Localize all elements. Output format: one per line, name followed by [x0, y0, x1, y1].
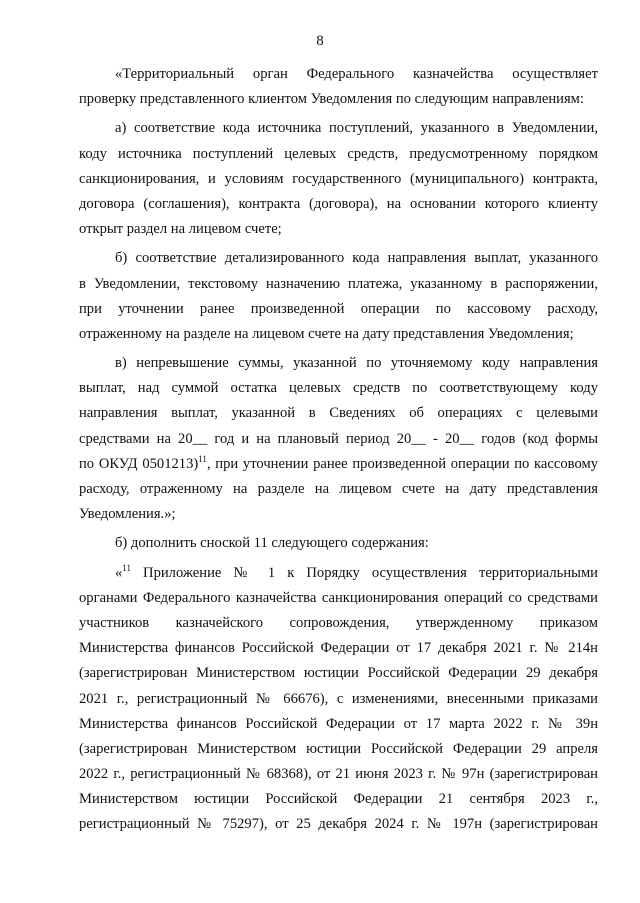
- footnote-reference: 11: [198, 453, 207, 464]
- text-line: договора (соглашения), контракта (договора), на основании которого клиенту: [79, 195, 598, 212]
- paragraph-add-footnote: [79, 531, 598, 556]
- text-line: открыт раздел на лицевом счете;: [79, 221, 282, 238]
- text-line: в Уведомлении, текстовому назначению платежа, указанному в распоряжении,: [79, 275, 598, 292]
- text-fragment: Приложение № 1 к Порядку осуществления территориальными: [130, 564, 598, 581]
- text-line: отраженному на разделе на лицевом счете на дату представления Уведомления;: [79, 325, 574, 342]
- paragraph-intro: [79, 62, 598, 112]
- text-line-footnote-start: [79, 561, 598, 586]
- text-line: регистрационный № 75297), от 25 декабря 2024 г. № 197н (зарегистрирован: [79, 816, 598, 833]
- text-line: расходу, отраженному на разделе на лицевом счете на дату представления: [79, 481, 598, 497]
- text-line: 2021 г., регистрационный № 66676), с изменениями, внесенными приказами: [79, 690, 598, 707]
- paragraph-a: [79, 116, 598, 242]
- text-line: участников казначейского сопровождения, утвержденному приказом: [79, 614, 598, 631]
- text-line: коду источника поступлений целевых средств, предусмотренному порядком: [79, 145, 598, 162]
- footnote-text: [79, 561, 598, 838]
- text-line: Министерства финансов Российской Федерации от 17 декабря 2021 г. № 214н: [79, 640, 598, 657]
- text-line: при уточнении ранее произведенной операции по кассовому расходу,: [79, 300, 598, 317]
- text-line: выплат, над суммой остатка целевых средств по соответствующему коду: [79, 380, 598, 397]
- text-line: органами Федерального казначейства санкционирования операций со средствами: [79, 589, 598, 606]
- text-line: б) дополнить сноской 11 следующего содержания:: [115, 535, 429, 552]
- text-line: направления выплат, указанной в Сведениях об операциях с целевыми: [79, 405, 598, 422]
- opening-quote: «: [115, 564, 123, 581]
- text-line: санкционирования, и условиям государственного (муниципального) контракта,: [79, 170, 598, 187]
- text-line: проверку представленного клиентом Уведомления по следующим направлениям:: [79, 91, 584, 108]
- document-body: [79, 62, 598, 842]
- text-line: б) соответствие детализированного кода направления выплат, указанного: [115, 250, 598, 267]
- page-number: 8: [316, 33, 324, 49]
- footnote-mark: 11: [122, 562, 131, 573]
- paragraph-b: [79, 246, 598, 347]
- text-fragment: , при уточнении ранее произведенной операции по кассовому: [206, 455, 598, 472]
- text-line: «Территориальный орган Федерального казначейства осуществляет: [115, 66, 598, 82]
- text-line: Уведомления.»;: [79, 506, 176, 523]
- text-line: 2022 г., регистрационный № 68368), от 21 июня 2023 г. № 97н (зарегистрирован: [79, 766, 598, 783]
- text-line-with-footnote-ref: [79, 452, 598, 477]
- text-line: а) соответствие кода источника поступлений, указанного в Уведомлении,: [115, 120, 598, 137]
- text-line: средствами на 20__ год и на плановый период 20__ - 20__ годов (код формы: [79, 430, 598, 447]
- text-fragment: по ОКУД 0501213): [79, 455, 199, 472]
- text-line: (зарегистрирован Министерством юстиции Российской Федерации 29 декабря: [79, 665, 598, 682]
- paragraph-v: [79, 351, 598, 527]
- text-line: в) непревышение суммы, указанной по уточняемому коду направления: [115, 355, 598, 372]
- text-line: (зарегистрирован Министерством юстиции Российской Федерации 29 апреля: [79, 740, 598, 757]
- text-line: Министерством юстиции Российской Федерации 21 сентября 2023 г.,: [79, 791, 598, 808]
- text-line: Министерства финансов Российской Федерации от 17 марта 2022 г. № 39н: [79, 715, 598, 732]
